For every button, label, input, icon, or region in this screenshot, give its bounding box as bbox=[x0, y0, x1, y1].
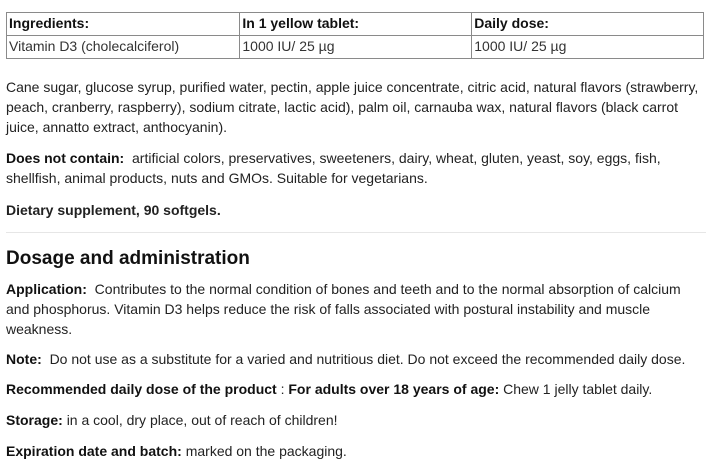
column-header-per-tablet: In 1 yellow tablet: bbox=[240, 13, 472, 36]
note-text: Do not use as a substitute for a varied and nutritious diet. Do not exceed the recommended daily dose. bbox=[49, 351, 686, 367]
table-cell-ingredient: Vitamin D3 (cholecalciferol) bbox=[7, 36, 240, 59]
table-header-row bbox=[7, 13, 704, 36]
application-text: Contributes to the normal condition of bones and teeth and to the normal absorption of calcium and phosphorus. Vitamin D3 helps reduce the risk of falls associated with postural instability and muscle weakness. bbox=[6, 281, 681, 337]
section-divider bbox=[6, 232, 706, 233]
table-cell-daily-dose: 1000 IU/ 25 µg bbox=[472, 36, 704, 59]
recommended-dose-audience: For adults over 18 years of age: bbox=[288, 381, 500, 397]
storage bbox=[6, 410, 706, 430]
note bbox=[6, 349, 706, 369]
recommended-dose-text: Chew 1 jelly tablet daily. bbox=[503, 381, 653, 397]
ingredients-table bbox=[6, 12, 704, 59]
does-not-contain-text: artificial colors, preservatives, sweeteners, dairy, wheat, gluten, yeast, soy, eggs, fish, shellfish, animal products, nuts and GMOs. Suitable for vegetarians. bbox=[6, 150, 661, 186]
column-header-daily-dose: Daily dose: bbox=[472, 13, 704, 36]
recommended-dose bbox=[6, 379, 706, 399]
note-label: Note: bbox=[6, 351, 42, 367]
table-row bbox=[7, 36, 704, 59]
section-title: Dosage and administration bbox=[6, 248, 250, 269]
ingredients-text: Cane sugar, glucose syrup, purified water, pectin, apple juice concentrate, citric acid, natural flavors (strawberry, peach, cranberry, raspberry), sodium citrate, lactic acid), palm oil, carnauba wax, natural flavors (black carrot juice, annatto extract, anthocyanin). bbox=[6, 79, 699, 135]
does-not-contain bbox=[6, 148, 706, 188]
storage-label: Storage: bbox=[6, 412, 63, 428]
storage-text: in a cool, dry place, out of reach of children! bbox=[66, 412, 338, 428]
column-header-ingredients: Ingredients: bbox=[7, 13, 240, 36]
product-details bbox=[6, 12, 706, 461]
expiration-label: Expiration date and batch: bbox=[6, 443, 182, 459]
expiration bbox=[6, 441, 706, 461]
does-not-contain-label: Does not contain: bbox=[6, 150, 125, 166]
table-cell-per-tablet: 1000 IU/ 25 µg bbox=[240, 36, 472, 59]
supplement-note: Dietary supplement, 90 softgels. bbox=[6, 202, 221, 218]
recommended-dose-label: Recommended daily dose of the product bbox=[6, 381, 277, 397]
application bbox=[6, 279, 706, 339]
application-label: Application: bbox=[6, 281, 87, 297]
expiration-text: marked on the packaging. bbox=[185, 443, 347, 459]
recommended-dose-separator: : bbox=[276, 381, 289, 397]
